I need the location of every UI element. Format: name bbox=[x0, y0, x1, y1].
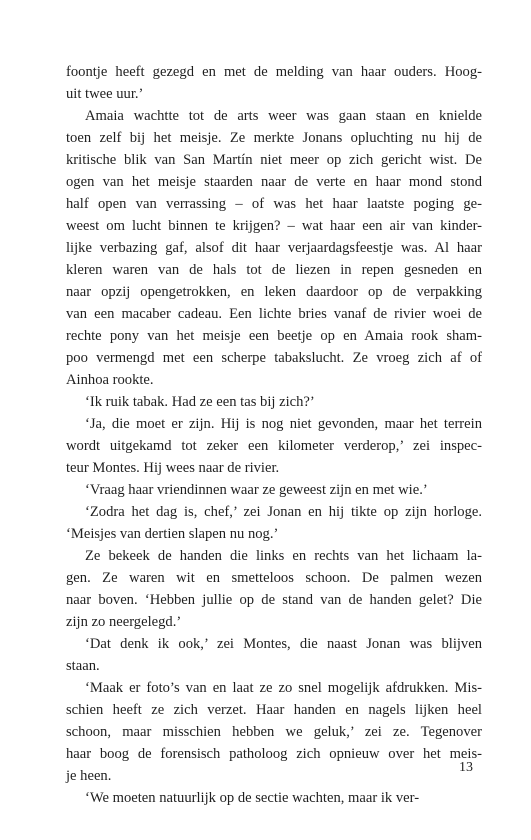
text-line: je heen. bbox=[66, 768, 112, 784]
paragraph bbox=[66, 633, 482, 677]
text-line: half open van verrassing – of was het haar laatste poging ge- bbox=[66, 196, 482, 212]
text-line: ‘Maak er foto’s van en laat ze zo snel mogelijk afdrukken. Mis- bbox=[85, 680, 482, 696]
text-line: ‘Meisjes van dertien slapen nu nog.’ bbox=[66, 526, 279, 542]
paragraph bbox=[66, 677, 482, 787]
text-line: schoon, maar misschien hebben we geluk,’ zei ze. Tegenover bbox=[66, 724, 482, 740]
text-line: toen zelf bij het meisje. Ze merkte Jonans opluchting nu hij de bbox=[66, 130, 482, 146]
page-number: 13 bbox=[459, 760, 473, 775]
text-line: naar opzij opengetrokken, en leken daardoor op de verpakking bbox=[66, 284, 482, 300]
text-line: wordt uitgekamd tot zeker een kilometer verderop,’ zei inspec- bbox=[66, 438, 482, 454]
paragraph bbox=[66, 545, 482, 633]
paragraph bbox=[66, 479, 482, 501]
text-line: foontje heeft gezegd en met de melding van haar ouders. Hoog- bbox=[66, 64, 482, 80]
text-line: staan. bbox=[66, 658, 100, 674]
paragraph bbox=[66, 391, 482, 413]
text-line: teur Montes. Hij wees naar de rivier. bbox=[66, 460, 280, 476]
text-line: naar boven. ‘Hebben jullie op de stand van de handen gelet? Die bbox=[66, 592, 482, 608]
text-line: weest om lucht binnen te krijgen? – wat haar een air van kinder- bbox=[66, 218, 482, 234]
text-line: haar boog de forensisch patholoog zich opnieuw over het meis- bbox=[66, 746, 482, 762]
text-line: zijn zo neergelegd.’ bbox=[66, 614, 182, 630]
text-line: kritische blik van San Martín niet meer op zich gericht wist. De bbox=[66, 152, 482, 168]
paragraph bbox=[66, 787, 482, 809]
text-line: uit twee uur.’ bbox=[66, 86, 144, 102]
paragraph bbox=[66, 413, 482, 479]
text-line: ‘Ik ruik tabak. Had ze een tas bij zich?’ bbox=[85, 394, 315, 410]
text-line: poo vermengd met een scherpe tabakslucht. Ze vroeg zich af of bbox=[66, 350, 482, 366]
text-line: ‘We moeten natuurlijk op de sectie wachten, maar ik ver- bbox=[85, 790, 420, 806]
text-line: Ainhoa rookte. bbox=[66, 372, 154, 388]
text-line: Amaia wachtte tot de arts weer was gaan staan en knielde bbox=[85, 108, 482, 124]
text-line: ‘Dat denk ik ook,’ zei Montes, die naast Jonan was blijven bbox=[85, 636, 482, 652]
text-line: ‘Zodra het dag is, chef,’ zei Jonan en hij tikte op zijn horloge. bbox=[85, 504, 482, 520]
text-line: ogen van het meisje staarden naar de verte en haar mond stond bbox=[66, 174, 482, 190]
text-line: schien heeft ze zich verzet. Haar handen en nagels lijken heel bbox=[66, 702, 482, 718]
paragraph bbox=[66, 61, 482, 105]
text-line: gen. Ze waren wit en smetteloos schoon. De palmen wezen bbox=[66, 570, 482, 586]
paragraph bbox=[66, 501, 482, 545]
text-line: ‘Vraag haar vriendinnen waar ze geweest zijn en met wie.’ bbox=[85, 482, 428, 498]
text-line: ‘Ja, die moet er zijn. Hij is nog niet gevonden, maar het terrein bbox=[85, 416, 482, 432]
text-line: van een macaber cadeau. Een lichte bries vanaf de rivier woei de bbox=[66, 306, 482, 322]
text-line: kleren waren van de hals tot de liezen in repen gesneden en bbox=[66, 262, 482, 278]
text-line: lijke verbazing gaf, alsof dit haar verjaardagsfeestje was. Al haar bbox=[66, 240, 482, 256]
paragraph bbox=[66, 105, 482, 391]
body-text bbox=[66, 61, 482, 809]
text-line: rechte pony van het meisje een beetje op en Amaia rook sham- bbox=[66, 328, 482, 344]
text-line: Ze bekeek de handen die links en rechts van het lichaam la- bbox=[85, 548, 482, 564]
